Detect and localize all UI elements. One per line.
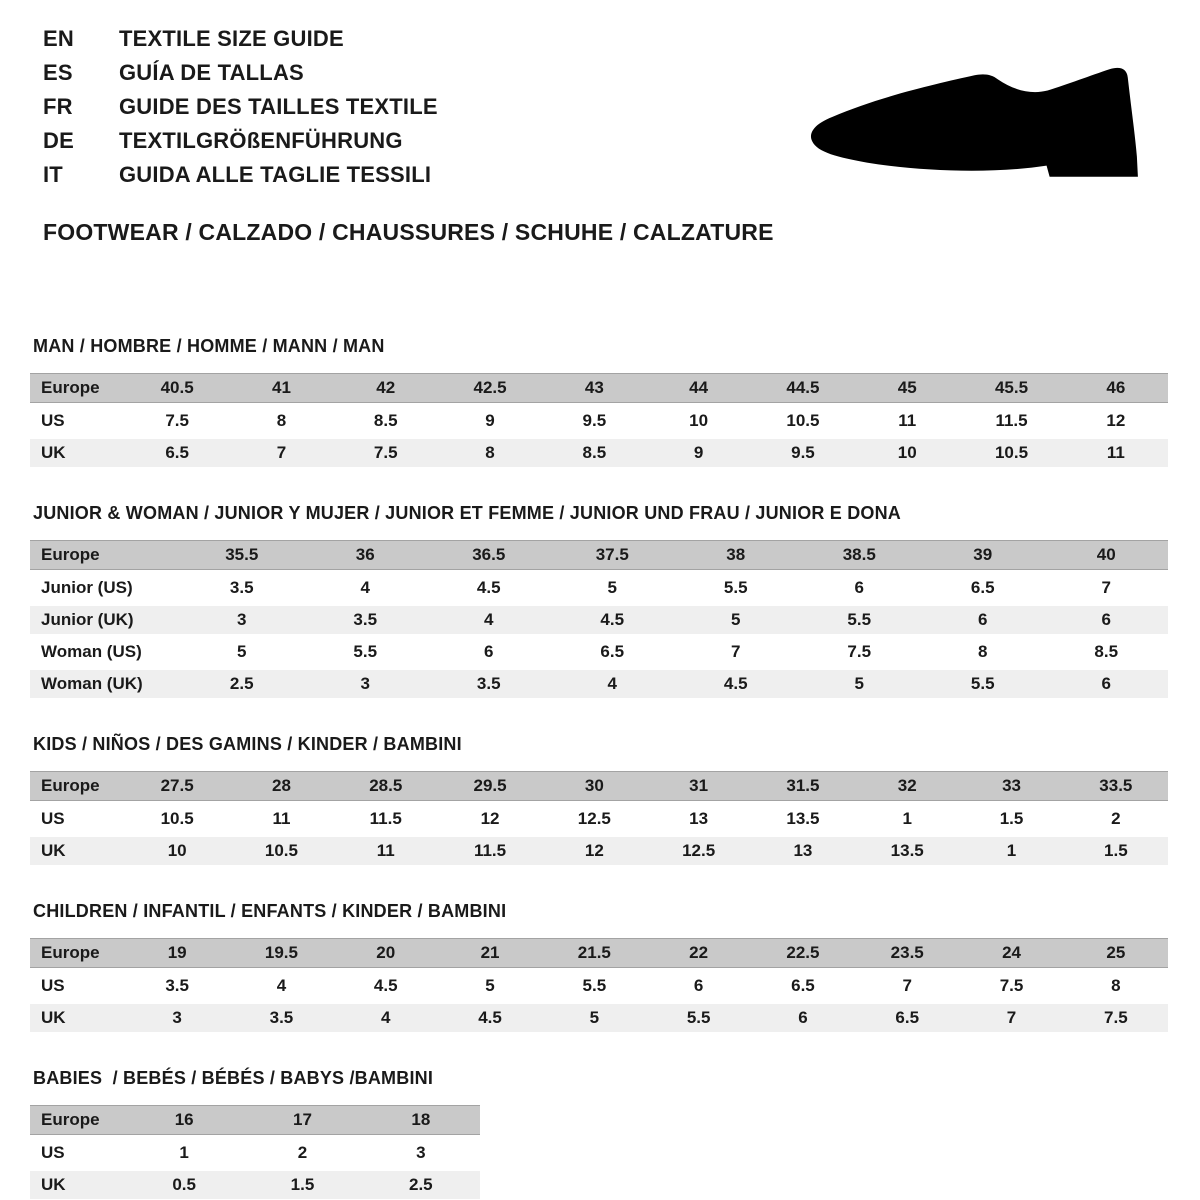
row-label: US [41,976,65,995]
size-cell: 11 [334,837,438,865]
table-row [30,1004,1168,1032]
size-cell: 1 [902,809,912,828]
size-cell: 3.5 [229,1004,333,1032]
size-cell: 40.5 [125,373,229,403]
size-cell: 5 [674,606,798,634]
language-code: IT [43,162,63,187]
table-row [30,638,1168,666]
size-cell: 7 [229,439,333,467]
size-cell: 5.5 [646,1004,750,1032]
size-cell: 8 [1111,976,1121,995]
size-cell: 5 [798,670,922,698]
size-cell: 4.5 [373,976,398,995]
size-cell: 9.5 [751,439,855,467]
size-cell: 7.5 [334,439,438,467]
size-cell: 20 [334,938,438,968]
size-cell: 45.5 [959,373,1063,403]
table-row [30,407,1168,435]
size-cell: 13 [751,837,855,865]
table-row [30,771,1168,801]
size-cell: 19 [125,938,229,968]
size-cell: 6 [1045,606,1169,634]
size-cell: 3.5 [427,670,551,698]
language-row [43,94,438,128]
row-label: Europe [30,771,125,801]
table-row [30,606,1168,634]
size-cell: 10.5 [160,809,194,828]
row-label: Europe [30,938,125,968]
size-cell: 33 [959,771,1063,801]
size-table [30,767,1168,869]
table-row [30,670,1168,698]
size-cell: 6 [693,976,704,995]
size-cell: 7.5 [165,411,189,430]
size-cell: 42.5 [438,373,542,403]
size-cell: 30 [542,771,646,801]
size-cell: 12.5 [646,837,750,865]
size-cell: 31 [646,771,750,801]
size-cell: 5.5 [798,606,922,634]
language-row [43,162,438,196]
size-cell: 4 [551,670,675,698]
size-cell: 5.5 [921,670,1045,698]
size-cell: 10 [689,411,709,430]
size-cell: 5 [485,976,495,995]
size-cell: 6.5 [791,976,815,995]
size-cell: 7 [959,1004,1063,1032]
size-cell: 6 [854,578,864,597]
language-label: GUIDA ALLE TAGLIE TESSILI [119,162,432,187]
size-cell: 25 [1064,938,1168,968]
table-row [30,837,1168,865]
size-table-section [30,1068,1168,1200]
size-cell: 9 [485,411,495,430]
language-label: TEXTILE SIZE GUIDE [119,26,344,51]
row-label: Woman (UK) [30,670,180,698]
size-cell: 6 [751,1004,855,1032]
size-table-title: BABIES / BEBÉS / BÉBÉS / BABYS /BAMBINI [33,1068,434,1088]
size-cell: 5.5 [353,642,378,661]
size-table [30,934,1168,1036]
size-cell: 33.5 [1064,771,1168,801]
size-cell: 12.5 [577,809,611,828]
size-cell: 3 [304,670,428,698]
size-cell: 4.5 [438,1004,542,1032]
size-cell: 8 [438,439,542,467]
size-cell: 22 [646,938,750,968]
size-cell: 7 [731,642,741,661]
size-cell: 41 [229,373,333,403]
size-cell: 6.5 [970,578,995,597]
size-cell: 10.5 [959,439,1063,467]
size-cell: 6.5 [600,642,625,661]
size-cell: 23.5 [855,938,959,968]
size-cell: 8.5 [1094,642,1119,661]
size-cell: 4.5 [551,606,675,634]
size-cell: 11 [272,809,291,828]
size-cell: 37.5 [551,540,675,570]
size-cell: 6.5 [125,439,229,467]
size-cell: 36 [304,540,428,570]
shoe-icon [800,60,1145,186]
category-heading: FOOTWEAR / CALZADO / CHAUSSURES / SCHUHE / CALZATURE [43,219,774,245]
size-cell: 11.5 [438,837,542,865]
size-cell: 1.5 [243,1171,361,1199]
size-table-title: JUNIOR & WOMAN / JUNIOR Y MUJER / JUNIOR ET FEMME / JUNIOR UND FRAU / JUNIOR E DONA [33,503,902,523]
size-cell: 21.5 [542,938,646,968]
size-cell: 5 [607,578,617,597]
language-list [43,26,438,196]
size-table-section [30,503,1168,702]
dress-shoe-silhouette [800,60,1145,186]
size-cell: 7 [902,976,912,995]
size-cell: 1.5 [1064,837,1168,865]
row-label: US [41,1143,65,1162]
size-table-title: MAN / HOMBRE / HOMME / MANN / MAN [33,336,385,356]
size-cell: 13.5 [855,837,959,865]
size-cell: 3 [125,1004,229,1032]
size-cell: 7.5 [1064,1004,1168,1032]
size-cell: 3.5 [229,578,254,597]
row-label: Europe [30,373,125,403]
language-row [43,26,438,60]
table-row [30,540,1168,570]
size-cell: 0.5 [125,1171,243,1199]
language-label: TEXTILGRÖßENFÜHRUNG [119,128,403,153]
size-cell: 19.5 [229,938,333,968]
size-cell: 9 [646,439,750,467]
table-row [30,972,1168,1000]
row-label: UK [30,1171,125,1199]
size-cell: 12 [480,809,500,828]
size-cell: 1.5 [999,809,1024,828]
size-cell: 24 [959,938,1063,968]
size-cell: 7.5 [999,976,1024,995]
size-cell: 28 [229,771,333,801]
size-cell: 45 [855,373,959,403]
size-cell: 16 [125,1105,243,1135]
size-cell: 9.5 [582,411,607,430]
table-row [30,373,1168,403]
size-cell: 8 [276,411,287,430]
size-table-section [30,901,1168,1036]
language-code: ES [43,60,73,85]
size-cell: 2.5 [180,670,304,698]
language-code: DE [43,128,74,153]
size-table-section [30,734,1168,869]
size-cell: 18 [362,1105,480,1135]
size-cell: 13 [689,809,709,828]
size-cell: 1 [959,837,1063,865]
size-cell: 7.5 [847,642,872,661]
size-cell: 2.5 [362,1171,480,1199]
row-label: UK [30,837,125,865]
size-cell: 3 [416,1143,426,1162]
table-row [30,1171,480,1199]
size-table-title: KIDS / NIÑOS / DES GAMINS / KINDER / BAMBINI [33,734,462,754]
size-cell: 4 [360,578,370,597]
row-label: UK [30,1004,125,1032]
size-cell: 22.5 [751,938,855,968]
size-cell: 5.5 [723,578,748,597]
size-cell: 42 [334,373,438,403]
size-table [30,536,1168,702]
table-row [30,938,1168,968]
size-cell: 44 [646,373,750,403]
size-cell: 8 [978,642,988,661]
size-cell: 46 [1064,373,1168,403]
size-cell: 3.5 [165,976,189,995]
size-cell: 38 [674,540,798,570]
size-cell: 12 [1106,411,1126,430]
size-cell: 35.5 [180,540,304,570]
size-cell: 8.5 [373,411,398,430]
size-cell: 28.5 [334,771,438,801]
size-cell: 10.5 [786,411,820,430]
size-cell: 6 [484,642,494,661]
size-cell: 10 [125,837,229,865]
size-cell: 38.5 [798,540,922,570]
size-cell: 7 [1101,578,1111,597]
language-code: FR [43,94,73,119]
size-cell: 11 [898,411,917,430]
size-cell: 31.5 [751,771,855,801]
size-cell: 13.5 [786,809,820,828]
size-cell: 4.5 [674,670,798,698]
size-cell: 5 [237,642,247,661]
size-cell: 39 [921,540,1045,570]
table-row [30,439,1168,467]
size-cell: 27.5 [125,771,229,801]
row-label: Europe [30,540,180,570]
size-cell: 2 [297,1143,308,1162]
size-table-section [30,336,1168,471]
table-row [30,1139,480,1167]
size-cell: 17 [243,1105,361,1135]
size-cell: 8.5 [542,439,646,467]
size-cell: 11 [1064,439,1168,467]
size-table [30,1101,480,1200]
size-tables [30,336,1168,1200]
language-label: GUIDE DES TAILLES TEXTILE [119,94,438,119]
size-cell: 4 [427,606,551,634]
row-label: US [41,411,65,430]
size-cell: 5 [542,1004,646,1032]
size-cell: 4 [276,976,287,995]
size-cell: 4 [334,1004,438,1032]
size-cell: 44.5 [751,373,855,403]
language-row [43,60,438,94]
size-cell: 11.5 [995,411,1028,430]
row-label: Woman (US) [41,642,142,661]
row-label: UK [30,439,125,467]
size-cell: 29.5 [438,771,542,801]
size-cell: 6 [1045,670,1169,698]
size-cell: 5.5 [582,976,607,995]
size-cell: 10.5 [229,837,333,865]
size-cell: 2 [1111,809,1121,828]
table-row [30,574,1168,602]
size-cell: 12 [542,837,646,865]
size-table [30,369,1168,471]
row-label: Junior (US) [41,578,133,597]
table-row [30,1105,480,1135]
size-cell: 36.5 [427,540,551,570]
size-cell: 4.5 [476,578,501,597]
size-cell: 6 [921,606,1045,634]
size-cell: 1 [179,1143,189,1162]
language-label: GUÍA DE TALLAS [119,60,304,85]
language-row [43,128,438,162]
size-table-title: CHILDREN / INFANTIL / ENFANTS / KINDER / BAMBINI [33,901,507,921]
size-cell: 3 [180,606,304,634]
size-cell: 3.5 [304,606,428,634]
row-label: US [41,809,65,828]
size-cell: 6.5 [855,1004,959,1032]
table-row [30,805,1168,833]
language-code: EN [43,26,74,51]
size-cell: 40 [1045,540,1169,570]
row-label: Europe [30,1105,125,1135]
row-label: Junior (UK) [30,606,180,634]
size-cell: 32 [855,771,959,801]
size-cell: 21 [438,938,542,968]
size-cell: 10 [855,439,959,467]
size-cell: 11.5 [369,809,402,828]
size-cell: 43 [542,373,646,403]
